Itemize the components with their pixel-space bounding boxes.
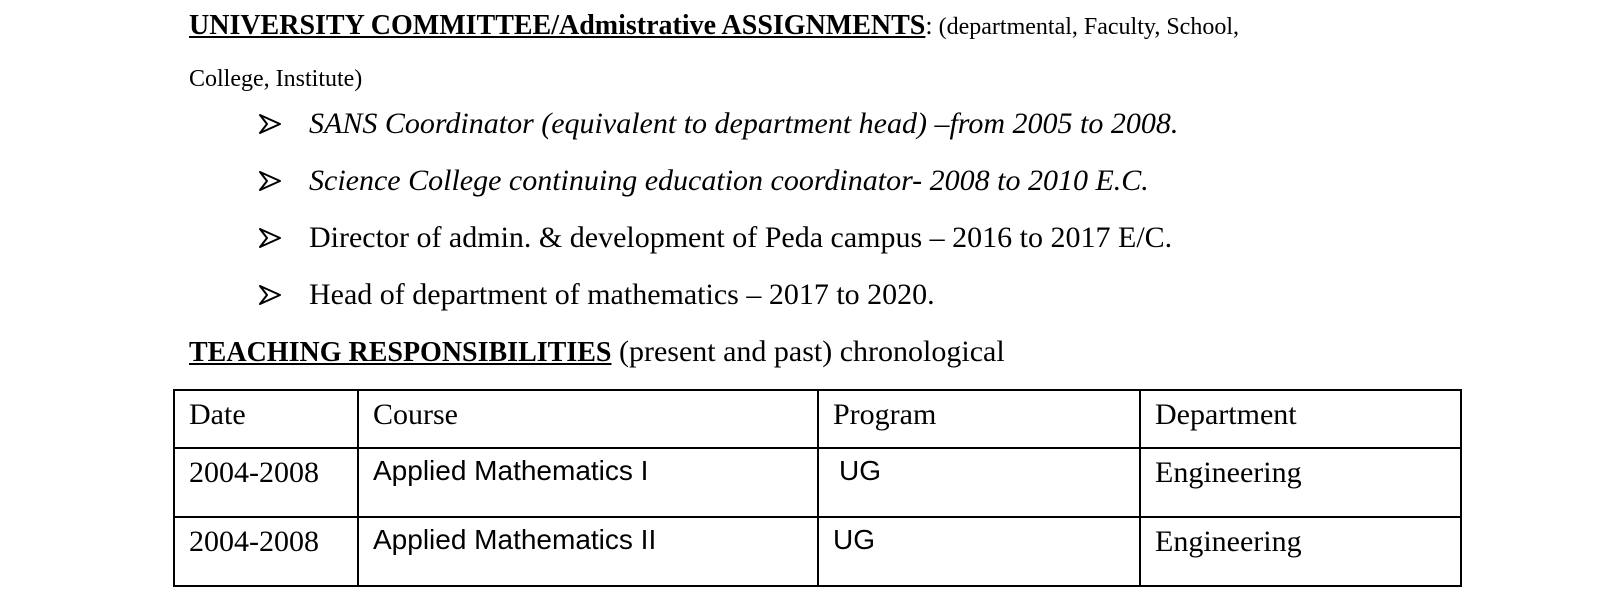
header-department: Department: [1140, 390, 1461, 448]
list-item: [259, 152, 1178, 209]
assignment-text: Science College continuing education coordinator- 2008 to 2010 E.C.: [309, 163, 1149, 197]
arrow-bullet-icon: [259, 285, 309, 305]
cell-course: Applied Mathematics I: [358, 448, 818, 517]
heading-note-line1: (departmental, Faculty, School,: [938, 14, 1239, 40]
list-item: [259, 266, 1178, 323]
heading-colon: :: [925, 11, 933, 40]
cell-department: Engineering: [1140, 517, 1461, 586]
assignment-text: Director of admin. & development of Peda campus – 2016 to 2017 E/C.: [309, 220, 1173, 254]
table-row: [174, 517, 1461, 586]
table-row: [174, 448, 1461, 517]
heading-note-line2: College, Institute): [189, 66, 363, 92]
table-header-row: [174, 390, 1461, 448]
cell-program: UG: [818, 517, 1140, 586]
assignment-text: SANS Coordinator (equivalent to department head) –from 2005 to 2008.: [309, 106, 1179, 140]
header-program: Program: [818, 390, 1140, 448]
cell-date: 2004-2008: [174, 448, 358, 517]
cell-department: Engineering: [1140, 448, 1461, 517]
header-course: Course: [358, 390, 818, 448]
cell-date: 2004-2008: [174, 517, 358, 586]
arrow-bullet-icon: [259, 171, 309, 191]
assignment-list: [259, 95, 1178, 323]
university-committee-title: UNIVERSITY COMMITTEE/Admistrative ASSIGNMENTS: [189, 10, 926, 41]
university-committee-heading: [189, 0, 1449, 105]
list-item: [259, 209, 1178, 266]
list-item: [259, 95, 1178, 152]
header-date: Date: [174, 390, 358, 448]
teaching-table: [173, 389, 1462, 587]
cell-course: Applied Mathematics II: [358, 517, 818, 586]
assignment-text: Head of department of mathematics – 2017 to 2020.: [309, 277, 935, 311]
arrow-bullet-icon: [259, 228, 309, 248]
cell-program: UG: [818, 448, 1140, 517]
teaching-heading: [189, 326, 1005, 379]
teaching-subtitle: (present and past) chronological: [618, 335, 1005, 368]
teaching-title: TEACHING RESPONSIBILITIES: [189, 337, 612, 368]
arrow-bullet-icon: [259, 114, 309, 134]
